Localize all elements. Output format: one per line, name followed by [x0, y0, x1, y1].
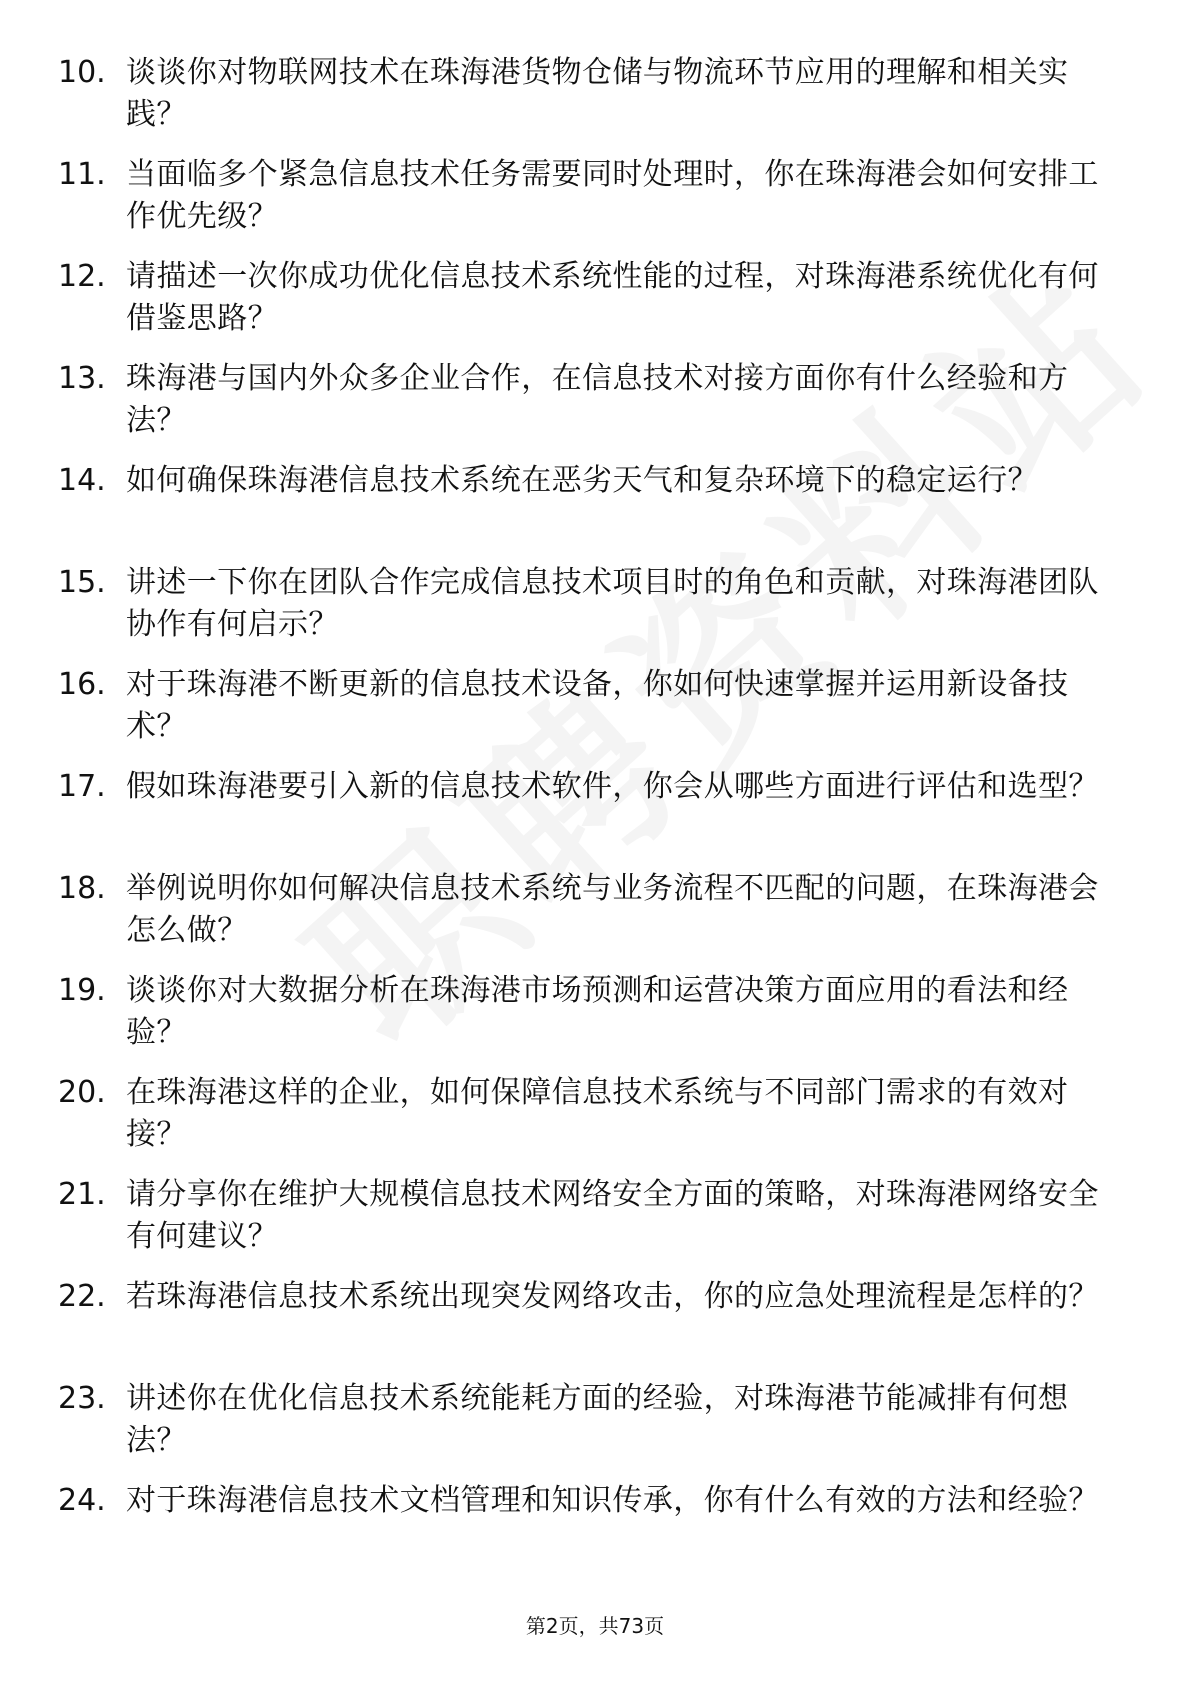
question-text: 谈谈你对大数据分析在珠海港市场预测和运营决策方面应用的看法和经验？ — [126, 973, 1069, 1050]
question-text: 对于珠海港不断更新的信息技术设备，你如何快速掌握并运用新设备技术？ — [126, 667, 1069, 744]
question-text: 请分享你在维护大规模信息技术网络安全方面的策略，对珠海港网络安全有何建议？ — [126, 1177, 1099, 1254]
list-item — [58, 1378, 1118, 1480]
list-item — [58, 562, 1118, 664]
list-item — [58, 52, 1118, 154]
list-item — [58, 868, 1118, 970]
question-number: 21. — [58, 1177, 106, 1212]
question-number: 10. — [58, 55, 106, 90]
question-number: 13. — [58, 361, 106, 396]
list-item — [58, 664, 1118, 766]
list-item — [58, 1174, 1118, 1276]
question-text: 在珠海港这样的企业，如何保障信息技术系统与不同部门需求的有效对接？ — [126, 1075, 1069, 1152]
question-number: 14. — [58, 463, 106, 498]
list-item — [58, 766, 1118, 868]
question-number: 16. — [58, 667, 106, 702]
question-number: 12. — [58, 259, 106, 294]
list-item — [58, 1480, 1118, 1582]
question-text: 如何确保珠海港信息技术系统在恶劣天气和复杂环境下的稳定运行？ — [126, 463, 1038, 498]
question-text: 请描述一次你成功优化信息技术系统性能的过程，对珠海港系统优化有何借鉴思路？ — [126, 259, 1099, 336]
question-list — [58, 52, 1118, 1582]
question-number: 11. — [58, 157, 106, 192]
list-item — [58, 154, 1118, 256]
question-number: 18. — [58, 871, 106, 906]
question-text: 谈谈你对物联网技术在珠海港货物仓储与物流环节应用的理解和相关实践？ — [126, 55, 1069, 132]
page-footer: 第2页，共73页 — [525, 1614, 665, 1638]
list-item — [58, 1072, 1118, 1174]
list-item — [58, 970, 1118, 1072]
list-item — [58, 256, 1118, 358]
question-number: 24. — [58, 1483, 106, 1518]
question-text: 举例说明你如何解决信息技术系统与业务流程不匹配的问题，在珠海港会怎么做？ — [126, 871, 1099, 948]
question-text: 讲述一下你在团队合作完成信息技术项目时的角色和贡献，对珠海港团队协作有何启示？ — [126, 565, 1099, 642]
question-text: 若珠海港信息技术系统出现突发网络攻击，你的应急处理流程是怎样的？ — [126, 1279, 1099, 1314]
list-item — [58, 1276, 1118, 1378]
question-number: 17. — [58, 769, 106, 804]
question-text: 假如珠海港要引入新的信息技术软件，你会从哪些方面进行评估和选型？ — [126, 769, 1099, 804]
question-text: 当面临多个紧急信息技术任务需要同时处理时，你在珠海港会如何安排工作优先级？ — [126, 157, 1099, 234]
question-text: 珠海港与国内外众多企业合作，在信息技术对接方面你有什么经验和方法？ — [126, 361, 1069, 438]
question-number: 22. — [58, 1279, 106, 1314]
question-text: 讲述你在优化信息技术系统能耗方面的经验，对珠海港节能减排有何想法？ — [126, 1381, 1069, 1458]
list-item — [58, 460, 1118, 562]
question-number: 15. — [58, 565, 106, 600]
question-text: 对于珠海港信息技术文档管理和知识传承，你有什么有效的方法和经验？ — [126, 1483, 1099, 1518]
question-number: 19. — [58, 973, 106, 1008]
question-number: 23. — [58, 1381, 106, 1416]
list-item — [58, 358, 1118, 460]
question-number: 20. — [58, 1075, 106, 1110]
